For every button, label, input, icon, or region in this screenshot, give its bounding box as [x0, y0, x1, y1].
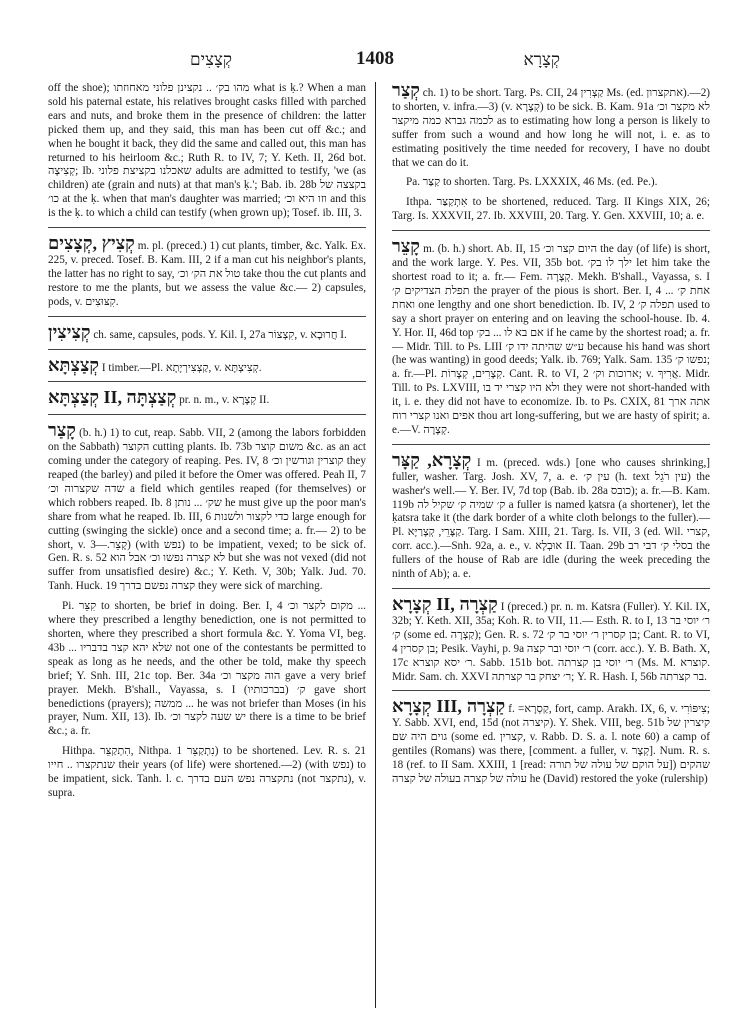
entry-headword: קְצָרָא III, קַצְרָה [392, 696, 506, 717]
page-number: 1408 [356, 48, 394, 69]
entry-text: ch. same, capsules, pods. Y. Kil. I, 27a קִצְצוֹר, v. חֲרוּבָא I. [93, 328, 347, 341]
entry-headword: קָצֵר [392, 236, 420, 257]
dictionary-entry [48, 321, 366, 343]
entry-divider [392, 690, 710, 691]
entry-divider [48, 316, 366, 317]
entry-text: I timber.—Pl. קַצְצִירְיָתָא, v. קְצִיצְתָּא. [101, 361, 262, 374]
entry-text: I m. (preced. wds.) [one who causes shrinking,] fuller, washer. Targ. Josh. XV, 7, a. e. עין ק׳ (h. text עין רֹגֵל) the washer's well.— Y. Ber. IV, 7d top (Bab. ib. 28a כובס); a. fr.—B. Kam. 119b ק׳ שמיה ק׳ שקיל לה a fuller is named ḳatsra (a shortener), let the ḳatsra take it (the dark border of a white cloth belongs to the fuller).—Pl. קַצָּרֵי, קְצָרַיָּא. Targ. I Sam. XIII, 21. Targ. Is. VII, 3 (ed. Wil. קצרי, corr. acc.).—Snh. 92a, a. e., v. אוּבְלָא II. Taan. 29b בסלי ק׳ דבי רב the fullers of the house of Rab are idle (during the week preceding the ninth of Ab); a. e. [392, 456, 711, 581]
column-rule [375, 82, 376, 1008]
entry-text: Pi. קִצֵּר to shorten, be brief in doing. Ber. I, 4 מקום לקצר וכ׳ ... where they prescribed a lengthy benediction, one is not permitted to shorten, where they prescribed a short formula &c. Y. Yoma VI, beg. 43b ... שלא יהא קצר בדבריו not one of the contestants be permitted to speak as long as he needs, and the other be told, make thy speech brief; Y. Snh. III, 21c top. Ber. 34a הוה מקצר וכ׳ gave a very brief prayer. Mekh. B'shall., Vayassa, s. I (בברכותיו) ק׳ gave short benedictions (prayers); ממשה ... he was not briefer than Moses (in his prayer, Num. XII, 13). Ib. יש שעה לקצר וכ׳ there is a time to be brief &c.; a. fr. [48, 600, 367, 738]
dictionary-entry [48, 422, 366, 594]
dictionary-entry-continuation [392, 176, 710, 190]
entry-headword: קְצָרָא, קַצָּר [392, 449, 472, 470]
entry-text: Pa. קַצַּר to shorten. Targ. Ps. LXXXIX, 46 Ms. (ed. Pe.). [406, 176, 658, 189]
entry-headword: קְצַצְתָּא II, קְצַצְתָּה [48, 387, 177, 408]
right-column [392, 82, 710, 793]
entry-text: pr. n. m., v. קְצָרָא II. [179, 394, 270, 407]
dictionary-entry-continuation [392, 196, 710, 224]
entry-text: off the shoe); מהו בק׳ .. נקצינן פלוני מאחוזתו what is ḳ.? When a man sold his paternal estate, his relatives brought casks filled with parched ears and nuts, and broke them in the presence of children: the latter picked them up, and they said, this man has been cut off &c.; and when he bought it back, they did the same and called out, this man has returned to his heirloom &c.; Ruth R. to IV, 7; Y. Keth. II, 26d bot. קְצִיצָה; Ib. שאכלנו בקציצת פלוני adults are admitted to testify, 'we (as children) ate (grain and nuts) at that man's ḳ.'; Bab. ib. 28b בקצצה של כו׳ at the ḳ. when that man's daughter was married; וזו היא וכ׳ and this is the ḳ. to which a child can testify (when grown up); Tosef. ib. III, 3. [48, 82, 366, 220]
dictionary-entry [48, 235, 366, 310]
dictionary-entry [392, 238, 710, 438]
entry-headword: קְצַצְתָּא [48, 354, 100, 375]
entry-headword: קְצִיץ ,קְצָצִים [48, 233, 135, 254]
dictionary-entry-continuation [48, 745, 366, 801]
dictionary-entry [392, 698, 710, 786]
header-guide-word-right: קְצָרָא [523, 50, 560, 69]
dictionary-entry [48, 354, 366, 376]
entry-divider [48, 414, 366, 415]
dictionary-entry [392, 449, 711, 582]
entry-headword: קְצָרָא II, קַצְרָה [392, 594, 498, 614]
dictionary-entry-continuation [48, 82, 366, 221]
entry-text: (b. h.) 1) to cut, reap. Sabb. VII, 2 (among the labors forbidden on the Sabbath) הקוצר cutting plants. Ib. 73b משום קוצר &c. as an act coming under the category of reaping. Pes. IV, 8 קוצרין וגודשין וכ׳ they reaped (the barley) and piled it before the Omer was offered. Peah II, 7 שדה שקצרוה וכ׳ a field which gentiles reaped (for themselves) or which robbers reaped. Ib. 8 שק׳ ... נותן he must give up the poor man's share from what he reaped. Ib. III, 6 כדי לקצור ולשנות large enough for cutting (swinging the sickle) once and a second time; a. fr.— 2) to be short, v. קָצֵר.—3) (with נפש) to be impatient, vexed; to be sick of. Gen. R. s. 52 לא קצרה נפשו וכ׳ אבל הוא but she was not vexed (did not suffer from unsatisfied desire) &c.; Y. Keth. V, 30b; Yalk. Jud. 70. Tanh. Huck. 19 קצרה נפשם בדרך they were sick of marching. [48, 427, 367, 593]
page-header [50, 46, 700, 70]
entry-divider [48, 381, 366, 382]
dictionary-entry [392, 596, 710, 684]
entry-text: Hithpa. הִתְקַצֵּר, Nithpa. נִתְקַצֵּר 1) to be shortened. Lev. R. s. 21 שנתקצרו .. חייו their years (of life) were shortened.—2) (with נפש) to be impatient, sick. Tanh. l. c. נתקצרה נפש העם בדרך (not נתקצר), v. supra. [48, 745, 367, 799]
entry-text: f. =קַסְרָא, fort, camp. Arakh. IX, 6, v. צִיפּוֹרִי; Y. Sabb. XVI, end, 15d (not קיצרה). Y. Shek. VIII, beg. 51b קיצרין של גוים היה שם (some ed. קצרין, v. Rabb. D. S. a. l. note 60) a camp of gentiles (Romans) was there, [comment. a fuller, v. קְצָר]. Num. R. s. 18 (ref. to II Sam. XXIII, 1 [read: על הוקם של עולה של תורה]) שהקים עולה של קצרה בעולה של קצרה he (David) restored the yoke (rulership) [392, 703, 711, 785]
entry-divider [48, 349, 366, 350]
dictionary-entry-continuation [48, 600, 366, 739]
entry-divider [392, 230, 710, 231]
entry-headword: קָצַר [48, 420, 76, 441]
dictionary-entry [392, 82, 710, 170]
dictionary-entry [48, 389, 366, 408]
entry-text: m. pl. (preced.) 1) cut plants, timber, &c. Yalk. Ex. 225, v. preced. Tosef. B. Kam. III, 2 if a man cut his neighbor's plants, the latter has no right to say, טול את הק׳ וכ׳ take thou the cut plants and restore to me the plants, but we assess the value &c.— 2) capsules, pods, v. קִצּוּצִים. [48, 240, 367, 308]
entry-text: Ithpa. אִתְקַצַּר to be shortened, reduced. Targ. II Kings XIX, 26; Targ. Is. XXXVII, 27. Ib. XXVIII, 20. Targ. Y. Gen. XXVIII, 10; a. e. [392, 196, 710, 223]
entry-headword: קְצִיצִין [48, 321, 91, 342]
entry-text: I (preced.) pr. n. m. Katsra (Fuller). Y. Kil. IX, 32b; Y. Keth. XII, 35a; Koh. R. to VII, 11.— Esth. R. to I, 13 ר׳ יוסי בר ק׳ (some ed. קַצְרָה); Gen. R. s. 72 בן קסרין ר׳ יוסי בר ק׳; Cant. R. to VI, 4 בן קסרין; Pesik. Vayhi, p. 9a ר׳ יוסי ובר קצה (corr. acc.). Y. B. Bath. X, 17c ר׳ יסא קוצרא. Sabb. 151b bot. ר׳ יוסי בן קצרתה (Ms. M. קוצרא. Midr. Sam. ch. XXVI ר׳ יצחק בר קצרתה; Y. R. Hash. I, 56b בר קצרתה. [392, 601, 711, 683]
entry-divider [48, 227, 366, 228]
left-column [48, 82, 366, 807]
entry-headword: קְצַר [392, 80, 420, 100]
header-guide-word-left: קְצָצִים [190, 50, 232, 69]
entry-divider [392, 588, 710, 589]
entry-text: m. (b. h.) short. Ab. II, 15 היום קצר וכ׳ the day (of life) is short, and the work large. Y. Pes. VII, 35b bot. ילך לו בק׳ let him take the shortest road to it; a. fr.— Fem. קְצָרָה. Mekh. B'shall., Vayassa, s. I תפלת הצדיקים ק׳ the prayer of the pious is short. Ber. I, 4 ... אחת ק׳ ואחת one lengthy and one short benediction. Ib. IV, 2 תפלה ק׳ used to say a short prayer on entering and on leaving the school-house. Ib. 4. Y. Hor. II, 46d top אם בא לו ... בק׳ if he came by the shortest road; a. fr.— Midr. Till. to Ps. LIII ע״ש שהיתה ידו ק׳ because his hand was short (he was wanting) in good deeds; Yalk. ib. 769; Yalk. Sam. 135 נפשו ק׳; a. fr.—Pl. קְצָרִים, קְצָרוֹת. Cant. R. to VI, 2 ארוכות וק׳; v. אֲרִיךְ. Midr. Till. to Ps. LXVIII, ולא היו קצרי יד בו they were not short-handed with it, i. e. they did not have to economize. Ib. to Ps. CXIX, 81 אתה ארך אפים ואנו קצרי רוח thou art long-suffering, but we are hasty of spirit; a. e.—V. קְצָרָה. [392, 243, 711, 436]
entry-divider [392, 444, 710, 445]
entry-text: ch. 1) to be short. Targ. Ps. CII, 24 קַצְרִין Ms. (ed. אתקצרון).—2) to shorten, v. infra.—3) (v. קְצָרָא) to be sick. B. Kam. 91a לא מקצר וכ׳ לכמה גברא כמה מיקצר as to estimating how long a person is likely to suffer from such a wound and how long he will not, i. e. as to estimating positively the time needed for recovery, I have no doubt that we can do it. [392, 87, 711, 169]
